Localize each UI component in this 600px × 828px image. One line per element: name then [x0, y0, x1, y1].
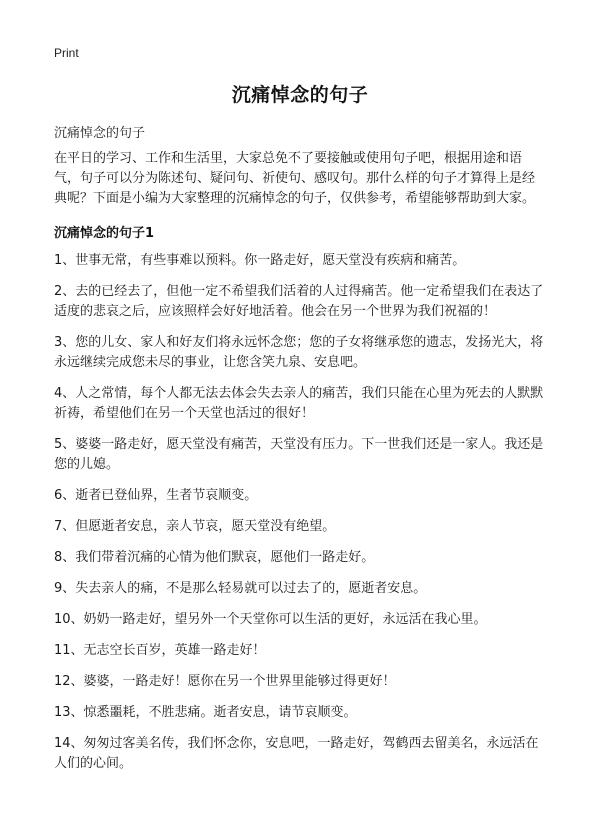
sentence-item: 9、失去亲人的痛，不是那么轻易就可以过去了的，愿逝者安息。: [54, 581, 427, 596]
sentence-list: [54, 251, 547, 774]
section-heading: 沉痛悼念的句子1: [54, 226, 155, 241]
sentence-item: 7、但愿逝者安息，亲人节哀，愿天堂没有绝望。: [54, 519, 336, 534]
intro-paragraph: 在平日的学习、工作和生活里，大家总免不了要接触或使用句子吧，根据用途和语气，句子可以分为陈述句、疑问句、祈使句、感叹句。那什么样的句子才算得上是经典呢？下面是小编为大家整理的沉痛悼念的句子，仅供参考，希望能够帮助到大家。: [54, 151, 536, 206]
sentence-item: 1、世事无常，有些事难以预料。你一路走好，愿天堂没有疾病和痛苦。: [54, 253, 466, 268]
sentence-item: 6、逝者已登仙界，生者节哀顺变。: [54, 488, 258, 503]
sentence-item: 5、婆婆一路走好，愿天堂没有痛苦，天堂没有压力。下一世我们还是一家人。我还是您的儿媳。: [54, 437, 544, 472]
sentence-item: 14、匆匆过客美名传，我们怀念你，安息吧，一路走好，驾鹤西去留美名，永远活在人们的心间。: [54, 736, 539, 771]
sentence-item: 2、去的已经去了，但他一定不希望我们活着的人过得痛苦。他一定希望我们在表达了适度的悲哀之后，应该照样会好好地活着。他会在另一个世界为我们祝福的！: [54, 284, 544, 319]
sentence-item: 13、惊悉噩耗，不胜悲痛。逝者安息，请节哀顺变。: [54, 705, 357, 720]
sentence-item: 11、无志空长百岁，英雄一路走好！: [54, 643, 266, 658]
print-link[interactable]: Print: [54, 46, 79, 60]
sentence-item: 3、您的儿女、家人和好友们将永远怀念您；您的子女将继承您的遗志，发扬光大，将永远继续完成您未尽的事业，让您含笑九泉、安息吧。: [54, 335, 544, 370]
sentence-item: 4、人之常情，每个人都无法去体会失去亲人的痛苦，我们只能在心里为死去的人默默祈祷，希望他们在另一个天堂也活过的很好！: [54, 386, 544, 421]
article-body: [54, 149, 547, 785]
sentence-item: 8、我们带着沉痛的心情为他们默哀，愿他们一路走好。: [54, 550, 375, 565]
page-subtitle: 沉痛悼念的句子: [54, 126, 146, 141]
page-title: 沉痛悼念的句子: [231, 84, 369, 106]
sentence-item: 10、奶奶一路走好，望另外一个天堂你可以生活的更好，永远活在我心里。: [54, 612, 487, 627]
sentence-item: 12、婆婆，一路走好！愿你在另一个世界里能够过得更好！: [54, 674, 396, 689]
